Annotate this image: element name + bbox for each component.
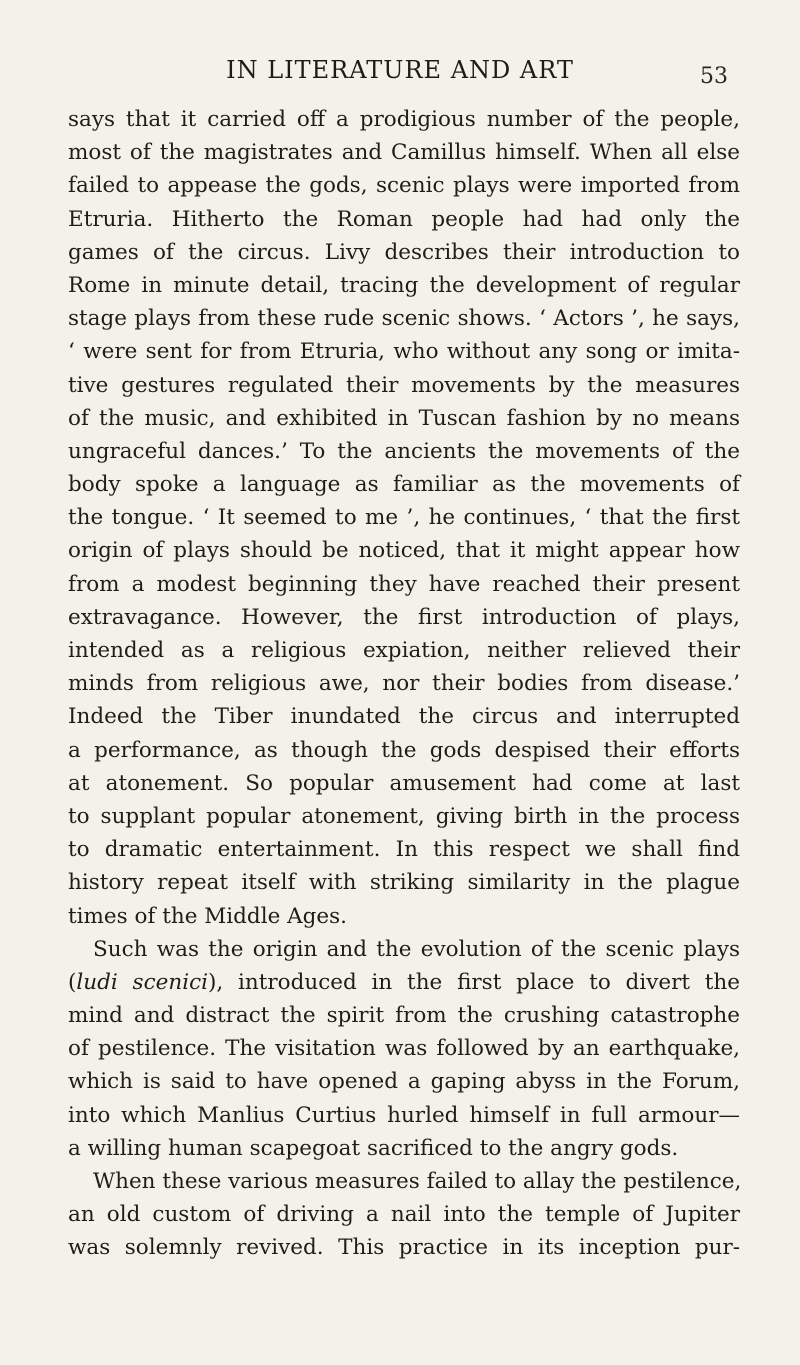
running-head: IN LITERATURE AND ART xyxy=(226,56,574,84)
text-line: says that it carried off a prodigious number of the people, xyxy=(68,107,740,132)
text-line: mind and distract the spirit from the crushing catastrophe xyxy=(68,1003,740,1029)
text-line xyxy=(68,966,740,999)
text-line: of pestilence. The visitation was followed by an earthquake, xyxy=(68,1036,740,1062)
text-line: times of the Middle Ages. xyxy=(68,903,348,929)
text-line: extravagance. However, the first introduction of plays, xyxy=(68,604,740,630)
text-line: body spoke a language as familiar as the movements of xyxy=(68,472,740,498)
text-line: Etruria. Hitherto the Roman people had had only the xyxy=(68,206,740,232)
page-header xyxy=(0,52,800,92)
text-line: to supplant popular atonement, giving birth in the process xyxy=(68,803,740,829)
text-line: into which Manlius Curtius hurled himself in full armour— xyxy=(68,1102,740,1128)
text-line: Rome in minute detail, tracing the development of regular xyxy=(68,272,740,298)
text-line: of the music, and exhibited in Tuscan fashion by no means xyxy=(68,405,740,431)
text-line: most of the magistrates and Camillus himself. When all else xyxy=(68,140,740,166)
text-line: a performance, as though the gods despised their efforts xyxy=(68,737,740,763)
text-line: Such was the origin and the evolution of the scenic plays xyxy=(93,936,740,962)
text-line: Indeed the Tiber inundated the circus and interrupted xyxy=(68,704,740,730)
text-line: failed to appease the gods, scenic plays were imported from xyxy=(68,173,740,199)
italic-term: ludi scenici xyxy=(76,969,208,995)
text-line: tive gestures regulated their movements by the measures xyxy=(68,372,740,398)
text-line: an old custom of driving a nail into the temple of Jupiter xyxy=(68,1202,740,1228)
text-line: stage plays from these rude scenic shows. ‘ Actors ’, he says, xyxy=(68,306,740,332)
text-line: to dramatic entertainment. In this respect we shall find xyxy=(68,837,740,863)
text-fragment: ), introduced in the first place to divert the xyxy=(208,969,740,995)
text-line: a willing human scapegoat sacrificed to the angry gods. xyxy=(68,1135,679,1161)
text-line: intended as a religious expiation, neither relieved their xyxy=(68,638,740,663)
text-line: the tongue. ‘ It seemed to me ’, he continues, ‘ that the first xyxy=(68,505,740,531)
text-line: ungraceful dances.’ To the ancients the movements of the xyxy=(68,438,740,464)
body-text xyxy=(68,103,740,1265)
text-line: which is said to have opened a gaping abyss in the Forum, xyxy=(68,1069,740,1095)
text-line: history repeat itself with striking similarity in the plague xyxy=(68,870,740,896)
text-line: minds from religious awe, nor their bodies from disease.’ xyxy=(68,671,740,697)
text-line: at atonement. So popular amusement had come at last xyxy=(68,770,740,796)
text-line: from a modest beginning they have reached their present xyxy=(68,571,740,597)
text-line: When these various measures failed to allay the pestilence, xyxy=(93,1169,742,1194)
text-line: origin of plays should be noticed, that it might appear how xyxy=(68,538,740,564)
text-line: was solemnly revived. This practice in its inception pur- xyxy=(68,1235,740,1261)
text-line: ‘ were sent for from Etruria, who without any song or imita- xyxy=(68,339,740,365)
text-fragment: ( xyxy=(68,969,77,995)
page-number: 53 xyxy=(700,64,728,89)
text-line: games of the circus. Livy describes their introduction to xyxy=(68,239,740,265)
